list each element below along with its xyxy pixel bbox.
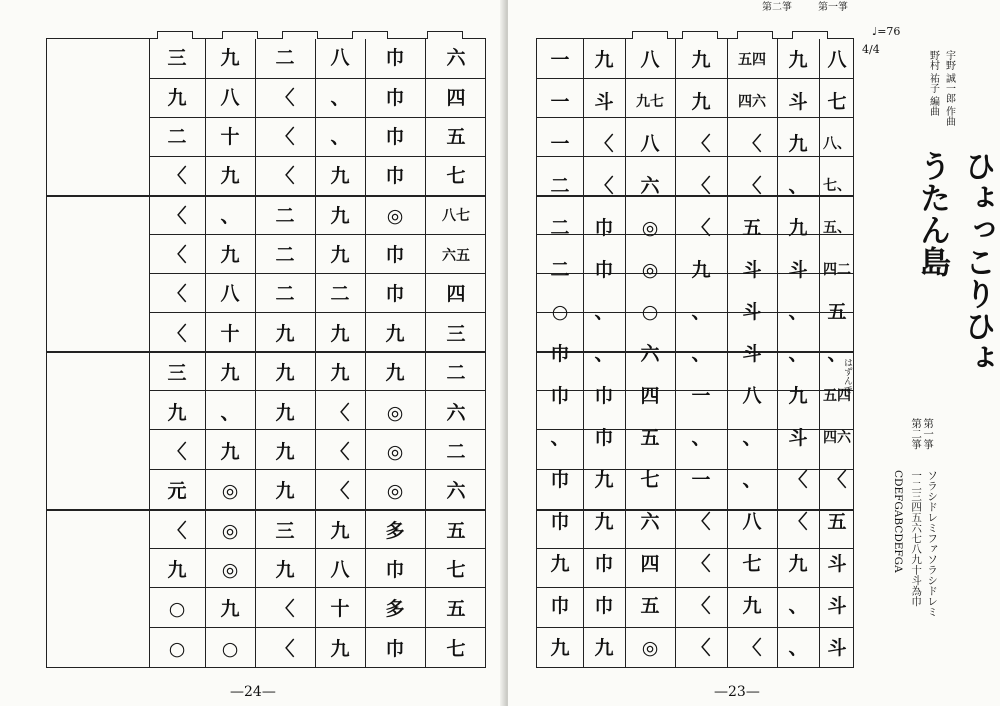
notation-cell: 斗 <box>742 258 762 281</box>
notation-cell: 巾 <box>385 637 405 660</box>
notation-cell: 九 <box>691 90 711 113</box>
notation-cell: 、 <box>788 594 808 617</box>
notation-cell: 九 <box>330 244 350 267</box>
notation-cell: 九 <box>275 480 295 503</box>
notation-cell: 〈 <box>167 165 187 188</box>
notation-cell: 二 <box>550 258 570 281</box>
notation-cell: 七 <box>446 637 466 660</box>
right-col-c3 <box>727 39 777 667</box>
notation-cell: 九 <box>275 362 295 385</box>
notation-cell: 三 <box>167 47 187 70</box>
column-tab <box>682 31 718 39</box>
notation-cell: 七、 <box>823 178 851 194</box>
notation-cell: 多 <box>385 519 405 542</box>
notation-cell: 、 <box>788 300 808 323</box>
notation-cell: 五 <box>742 216 762 239</box>
tuning-solfege: ソラシドレミファソラシドレミ <box>926 470 939 617</box>
notation-cell: ◎ <box>386 440 404 463</box>
notation-cell: 九 <box>275 559 295 582</box>
notation-cell: 九 <box>788 552 808 575</box>
tuning-strings: 一二三四五六七八九十斗為巾 <box>910 470 923 607</box>
notation-cell: 〈 <box>691 216 711 239</box>
notation-cell: 三 <box>446 322 466 345</box>
notation-cell: 九 <box>330 362 350 385</box>
notation-cell: 八 <box>640 48 660 71</box>
notation-cell: 、 <box>788 174 808 197</box>
notation-cell: 四 <box>640 384 660 407</box>
notation-cell: 斗 <box>742 342 762 365</box>
notation-cell: 、 <box>220 204 240 227</box>
notation-cell: 九 <box>220 244 240 267</box>
notation-cell: 巾 <box>385 125 405 148</box>
notation-cell: 八 <box>640 132 660 155</box>
notation-cell: 、 <box>550 426 570 449</box>
notation-cell: 、 <box>827 342 847 365</box>
notation-cell: 六 <box>640 510 660 533</box>
notation-cell: 十 <box>330 598 350 621</box>
notation-cell: 十 <box>220 322 240 345</box>
notation-cell: 、 <box>594 342 614 365</box>
notation-cell: 二 <box>167 125 187 148</box>
notation-cell: 〈 <box>691 636 711 659</box>
notation-cell: 、 <box>788 342 808 365</box>
notation-cell: ○ <box>168 598 186 621</box>
notation-cell: 八 <box>220 86 240 109</box>
notation-cell: 九 <box>594 636 614 659</box>
notation-cell: 九 <box>220 598 240 621</box>
notation-cell: 七 <box>446 559 466 582</box>
notation-cell: ◎ <box>221 480 239 503</box>
notation-cell: 六 <box>446 47 466 70</box>
notation-cell: 九 <box>220 165 240 188</box>
notation-cell: 〈 <box>691 552 711 575</box>
notation-cell: 三 <box>167 362 187 385</box>
notation-cell: ◎ <box>386 480 404 503</box>
notation-cell: 四 <box>446 86 466 109</box>
notation-cell: 二 <box>275 204 295 227</box>
notation-cell: 二 <box>275 283 295 306</box>
notation-cell: 五 <box>827 510 847 533</box>
notation-cell: ◎ <box>386 401 404 424</box>
tuning-notes: CDEFGABCDEFGA <box>892 470 905 573</box>
notation-cell: 四 <box>446 283 466 306</box>
composer-credit: 宇野 誠一郎 作曲 <box>943 50 955 127</box>
notation-cell: 六 <box>640 174 660 197</box>
notation-cell: 〈 <box>330 480 350 503</box>
notation-cell: 〈 <box>167 440 187 463</box>
notation-cell: 四 <box>640 552 660 575</box>
notation-cell: 斗 <box>594 90 614 113</box>
notation-cell: 九 <box>788 132 808 155</box>
notation-cell: 六 <box>640 342 660 365</box>
notation-cell: 九 <box>167 401 187 424</box>
right-score-grid <box>536 38 854 668</box>
right-col-c7 <box>537 39 583 667</box>
notation-cell: 巾 <box>385 244 405 267</box>
notation-cell: 巾 <box>594 426 614 449</box>
notation-cell: 九七 <box>636 94 664 110</box>
notation-cell: 八 <box>742 510 762 533</box>
notation-cell: 〈 <box>275 86 295 109</box>
notation-cell: 七 <box>446 165 466 188</box>
notation-cell: ○ <box>221 637 239 660</box>
notation-cell: ◎ <box>221 559 239 582</box>
left-col-l2 <box>365 39 425 667</box>
notation-cell: 九 <box>594 468 614 491</box>
notation-cell: 巾 <box>594 594 614 617</box>
notation-cell: 八 <box>742 384 762 407</box>
notation-cell: 一 <box>550 48 570 71</box>
column-tab <box>282 31 318 39</box>
notation-cell: 九 <box>691 48 711 71</box>
notation-cell: 〈 <box>275 637 295 660</box>
notation-cell: 九 <box>275 440 295 463</box>
notation-cell: 四六 <box>823 430 851 446</box>
notation-cell: 、 <box>330 86 350 109</box>
notation-cell: 、 <box>691 342 711 365</box>
part2-label: 第二箏 <box>762 2 792 13</box>
notation-cell: 九 <box>220 440 240 463</box>
left-col-l3 <box>315 39 365 667</box>
notation-cell: 九 <box>594 48 614 71</box>
notation-cell: 、 <box>691 426 711 449</box>
notation-cell: 二 <box>550 216 570 239</box>
notation-cell: 巾 <box>594 552 614 575</box>
notation-cell: 、 <box>330 125 350 148</box>
left-col-l1 <box>425 39 487 667</box>
notation-cell: 三 <box>275 519 295 542</box>
right-col-c4 <box>675 39 727 667</box>
notation-cell: 八 <box>330 47 350 70</box>
notation-cell: 十 <box>220 125 240 148</box>
notation-cell: 七 <box>640 468 660 491</box>
notation-cell: 斗 <box>788 90 808 113</box>
notation-cell: 九 <box>330 165 350 188</box>
notation-cell: 五 <box>446 125 466 148</box>
time-signature: 4/4 <box>862 43 880 56</box>
notation-cell: 九 <box>220 47 240 70</box>
tuning-label-part1: 第一箏 <box>922 418 935 450</box>
notation-cell: 九 <box>594 510 614 533</box>
notation-cell: 、 <box>220 401 240 424</box>
notation-cell: 五四 <box>738 52 766 68</box>
notation-cell: 五 <box>640 426 660 449</box>
notation-cell: 斗 <box>788 426 808 449</box>
notation-cell: 五 <box>446 519 466 542</box>
notation-cell: 九 <box>788 216 808 239</box>
notation-cell: 九 <box>167 559 187 582</box>
notation-cell: 斗 <box>788 258 808 281</box>
notation-cell: 二 <box>275 244 295 267</box>
notation-cell: 二 <box>550 174 570 197</box>
notation-cell: ○ <box>641 300 659 323</box>
tuning-label-part2: 第二箏 <box>910 418 923 450</box>
notation-cell: 八 <box>330 559 350 582</box>
column-tab <box>792 31 828 39</box>
notation-cell: 、 <box>788 636 808 659</box>
notation-cell: ◎ <box>386 204 404 227</box>
notation-cell: 九 <box>167 86 187 109</box>
notation-cell: 九 <box>788 48 808 71</box>
right-col-c5 <box>625 39 675 667</box>
notation-cell: 〈 <box>742 174 762 197</box>
notation-cell: 〈 <box>691 174 711 197</box>
notation-cell: 〈 <box>167 244 187 267</box>
right-col-c1 <box>819 39 855 667</box>
notation-cell: ◎ <box>641 216 659 239</box>
notation-cell: 〈 <box>167 519 187 542</box>
notation-cell: 元 <box>167 480 187 503</box>
notation-cell: 巾 <box>385 283 405 306</box>
notation-cell: 〈 <box>691 132 711 155</box>
notation-cell: 五 <box>446 598 466 621</box>
notation-cell: 巾 <box>594 258 614 281</box>
notation-cell: ◎ <box>221 519 239 542</box>
hazunde-annotation: はずんで <box>842 358 852 394</box>
notation-cell: 九 <box>275 401 295 424</box>
column-tab <box>427 31 463 39</box>
notation-cell: 、 <box>742 426 762 449</box>
notation-cell: 二 <box>275 47 295 70</box>
notation-cell: 斗 <box>827 636 847 659</box>
notation-cell: 九 <box>330 204 350 227</box>
notation-cell: 八 <box>220 283 240 306</box>
notation-cell: 〈 <box>167 283 187 306</box>
column-tab <box>632 31 668 39</box>
column-tab <box>222 31 258 39</box>
notation-cell: 巾 <box>550 468 570 491</box>
notation-cell: 巾 <box>385 559 405 582</box>
notation-cell: 、 <box>594 300 614 323</box>
notation-cell: 五四 <box>823 388 851 404</box>
piece-title: ひょっこりひょうたん島 <box>914 150 995 374</box>
notation-cell: 二 <box>330 283 350 306</box>
notation-cell: ◎ <box>641 258 659 281</box>
notation-cell: 〈 <box>275 598 295 621</box>
notation-cell: 九 <box>385 362 405 385</box>
notation-cell: 六 <box>446 480 466 503</box>
column-tab <box>737 31 773 39</box>
left-col-l4 <box>255 39 315 667</box>
notation-cell: 巾 <box>594 216 614 239</box>
notation-cell: 〈 <box>594 132 614 155</box>
notation-cell: 一 <box>691 384 711 407</box>
notation-cell: 六 <box>446 401 466 424</box>
notation-cell: ◎ <box>641 636 659 659</box>
notation-cell: 九 <box>330 637 350 660</box>
notation-cell: 巾 <box>550 594 570 617</box>
notation-cell: 斗 <box>742 300 762 323</box>
notation-cell: ○ <box>551 300 569 323</box>
notation-cell: 巾 <box>594 384 614 407</box>
notation-cell: 〈 <box>691 594 711 617</box>
notation-cell: 九 <box>275 322 295 345</box>
notation-cell: 〈 <box>691 510 711 533</box>
notation-cell: 多 <box>385 598 405 621</box>
notation-cell: 四二 <box>823 262 851 278</box>
notation-cell: 五、 <box>823 220 851 236</box>
notation-cell: 、 <box>691 300 711 323</box>
notation-cell: 巾 <box>385 165 405 188</box>
notation-cell: 二 <box>446 440 466 463</box>
notation-cell: 〈 <box>330 401 350 424</box>
page-number-23: —23— <box>714 684 760 700</box>
notation-cell: 八七 <box>442 208 470 225</box>
left-col-l6 <box>149 39 205 667</box>
notation-cell: 巾 <box>385 86 405 109</box>
notation-cell: 巾 <box>550 510 570 533</box>
notation-cell: 五 <box>640 594 660 617</box>
notation-cell: 九 <box>742 594 762 617</box>
notation-cell: 〈 <box>594 174 614 197</box>
notation-cell: 〈 <box>167 204 187 227</box>
right-col-c6 <box>583 39 625 667</box>
notation-cell: 九 <box>330 519 350 542</box>
notation-cell: 〈 <box>742 132 762 155</box>
notation-cell: 二 <box>446 362 466 385</box>
notation-cell: 斗 <box>827 594 847 617</box>
notation-cell: 八 <box>827 48 847 71</box>
notation-cell: 七 <box>827 90 847 113</box>
part1-label: 第一箏 <box>818 2 848 13</box>
notation-cell: 一 <box>550 90 570 113</box>
notation-cell: 九 <box>330 322 350 345</box>
arranger-credit: 野村 祐子 編曲 <box>927 50 939 117</box>
notation-cell: ○ <box>168 637 186 660</box>
column-tab <box>352 31 388 39</box>
column-tab <box>157 31 193 39</box>
right-col-c2 <box>777 39 819 667</box>
notation-cell: 〈 <box>788 468 808 491</box>
notation-cell: 一 <box>550 132 570 155</box>
notation-cell: 、 <box>742 468 762 491</box>
notation-cell: 九 <box>220 362 240 385</box>
notation-cell: 一 <box>691 468 711 491</box>
notation-cell: 〈 <box>330 440 350 463</box>
notation-cell: 六五 <box>442 247 470 264</box>
left-score-grid <box>46 38 486 668</box>
notation-cell: 〈 <box>742 636 762 659</box>
notation-cell: 八、 <box>823 136 851 152</box>
notation-cell: 巾 <box>550 342 570 365</box>
notation-cell: 〈 <box>275 165 295 188</box>
left-col-l5 <box>205 39 255 667</box>
notation-cell: 巾 <box>550 384 570 407</box>
notation-cell: 〈 <box>275 125 295 148</box>
notation-cell: 〈 <box>788 510 808 533</box>
notation-cell: 九 <box>385 322 405 345</box>
notation-cell: 九 <box>788 384 808 407</box>
tempo-marking: ♩=76 <box>872 25 901 38</box>
notation-cell: 〈 <box>167 322 187 345</box>
notation-cell: 七 <box>742 552 762 575</box>
notation-cell: 斗 <box>827 552 847 575</box>
notation-cell: 〈 <box>827 468 847 491</box>
notation-cell: 五 <box>827 300 847 323</box>
notation-cell: 九 <box>550 552 570 575</box>
notation-cell: 九 <box>691 258 711 281</box>
right-page <box>508 0 1000 706</box>
notation-cell: 巾 <box>385 47 405 70</box>
notation-cell: 九 <box>550 636 570 659</box>
page-number-24: —24— <box>230 684 276 700</box>
notation-cell: 四六 <box>738 94 766 110</box>
